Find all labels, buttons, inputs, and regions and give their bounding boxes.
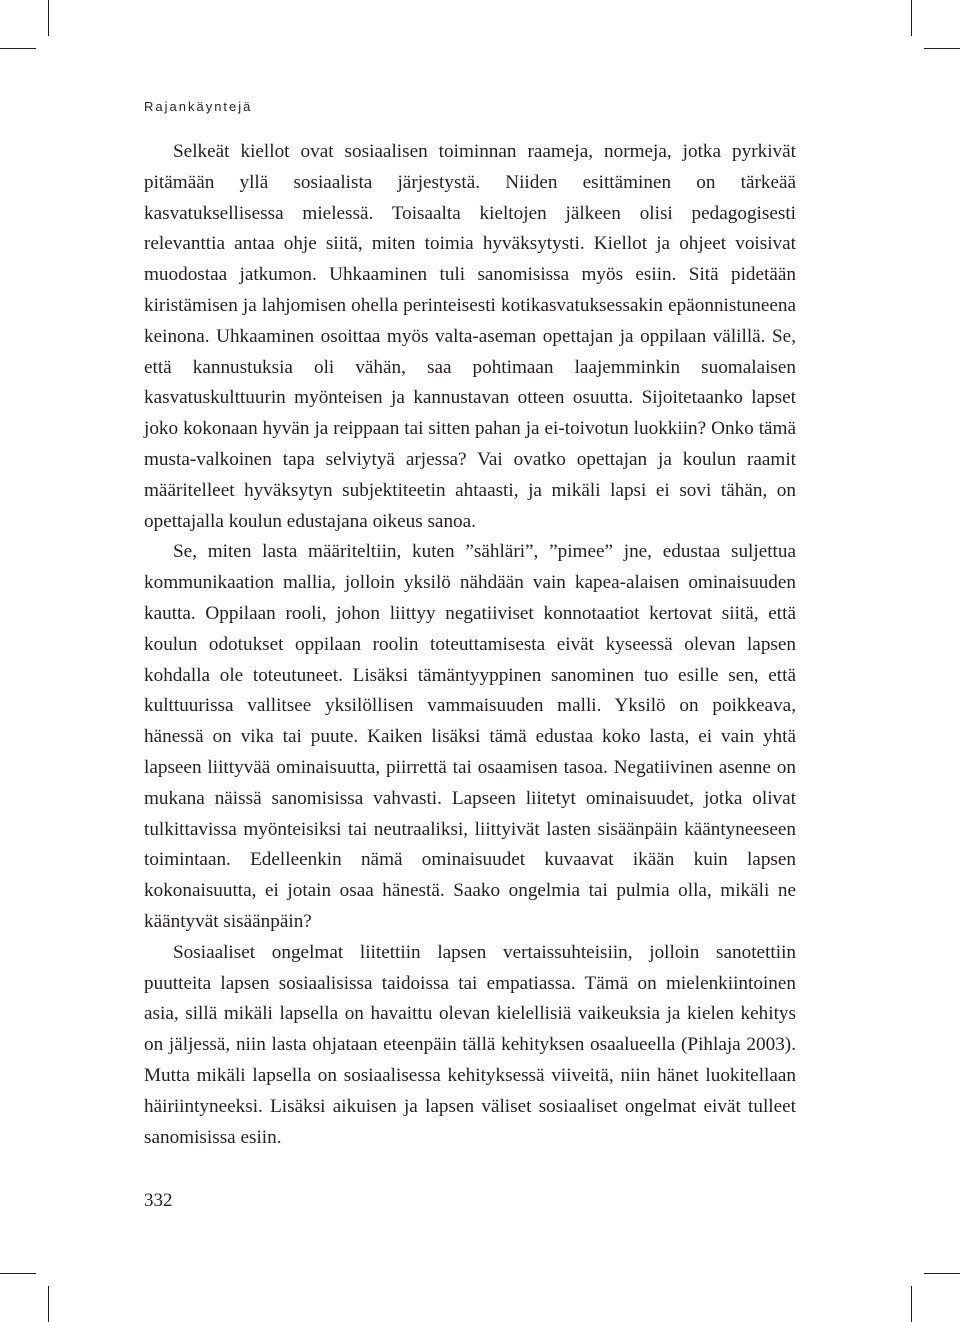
crop-mark-left-upper	[0, 48, 36, 49]
crop-mark-top-left	[48, 0, 49, 36]
paragraph-2: Se, miten lasta määriteltiin, kuten ”sähläri”, ”pimee” jne, edustaa suljettua kommunikaation mallia, jolloin yksilö nähdään vain kapea-alaisen ominaisuuden kautta. Oppilaan rooli, johon liittyy negatiiviset konnotaatiot kertovat siitä, että koulun odotukset oppilaan roolin toteuttamisesta eivät kyseessä olevan lapsen kohdalla ole toteutuneet. Lisäksi tämäntyyppinen sanominen tuo esille sen, että kulttuurissa vallitsee yksilöllisen vammaisuuden malli. Yksilö on poikkeava, hänessä on vika tai puute. Kaiken lisäksi tämä edustaa koko lasta, ei vain yhtä lapseen liittyvää ominaisuutta, piirrettä tai osaamisen tasoa. Negatiivinen asenne on mukana näissä sanomisissa vahvasti. Lapseen liitetyt ominaisuudet, jotka olivat tulkittavissa myönteisiksi tai neutraaliksi, liittyivät lasten sisäänpäin kääntyneeseen toimintaan. Edelleenkin nämä ominaisuudet kuvaavat ikään kuin lapsen kokonaisuutta, ei jotain osaa hänestä. Saako ongelmia tai pulmia olla, mikäli ne kääntyvät sisäänpäin?	[144, 541, 796, 932]
crop-mark-right-lower	[924, 1273, 960, 1274]
crop-mark-right-upper	[924, 48, 960, 49]
crop-mark-bottom-left	[48, 1286, 49, 1322]
crop-mark-bottom-right	[911, 1286, 912, 1322]
crop-mark-top-right	[911, 0, 912, 36]
paragraph-1: Selkeät kiellot ovat sosiaalisen toiminnan raameja, normeja, jotka pyrkivät pitämään yllä sosiaalista järjestystä. Niiden esittäminen on tärkeää kasvatuksellisessa mielessä. Toisaalta kieltojen jälkeen olisi pedagogisesti relevanttia antaa ohje siitä, miten toimia hyväksytysti. Kiellot ja ohjeet voisivat muodostaa jatkumon. Uhkaaminen tuli sanomisissa myös esiin. Sitä pidetään kiristämisen ja lahjomisen ohella perinteisesti kotikasvatuksessakin epäonnistuneena keinona. Uhkaaminen osoittaa myös valta-aseman opettajan ja oppilaan välillä. Se, että kannustuksia oli vähän, saa pohtimaan laajemminkin suomalaisen kasvatuskulttuurin myönteisen ja kannustavan otteen osuutta. Sijoitetaanko lapset joko kokonaan hyvän ja reippaan tai sitten pahan ja ei-toivotun luokkiin? Onko tämä musta-valkoinen tapa selviytyä arjessa? Vai ovatko opettajan ja koulun raamit määritelleet hyväksytyn subjektiteetin ahtaasti, ja mikäli lapsi ei sovi tähän, on opettajalla koulun edustajana oikeus sanoa.	[144, 141, 796, 532]
running-head: Rajankäyntejä	[144, 99, 253, 114]
crop-mark-left-lower	[0, 1273, 36, 1274]
paragraph-3: Sosiaaliset ongelmat liitettiin lapsen vertaissuhteisiin, jolloin sanotettiin puutteita lapsen sosiaalisissa taidoissa tai empatiassa. Tämä on mielenkiintoinen asia, sillä mikäli lapsella on havaittu olevan kielellisiä vaikeuksia ja kielen kehitys on jäljessä, niin lasta ohjataan eteenpäin tällä kehityksen osaalueella (Pihlaja 2003). Mutta mikäli lapsella on sosiaalisessa kehityksessä viiveitä, niin hänet luokitellaan häiriintyneeksi. Lisäksi aikuisen ja lapsen väliset sosiaaliset ongelmat eivät tulleet sanomisissa esiin.	[144, 941, 796, 1148]
body-text	[144, 137, 796, 1153]
page-number: 332	[144, 1190, 173, 1211]
